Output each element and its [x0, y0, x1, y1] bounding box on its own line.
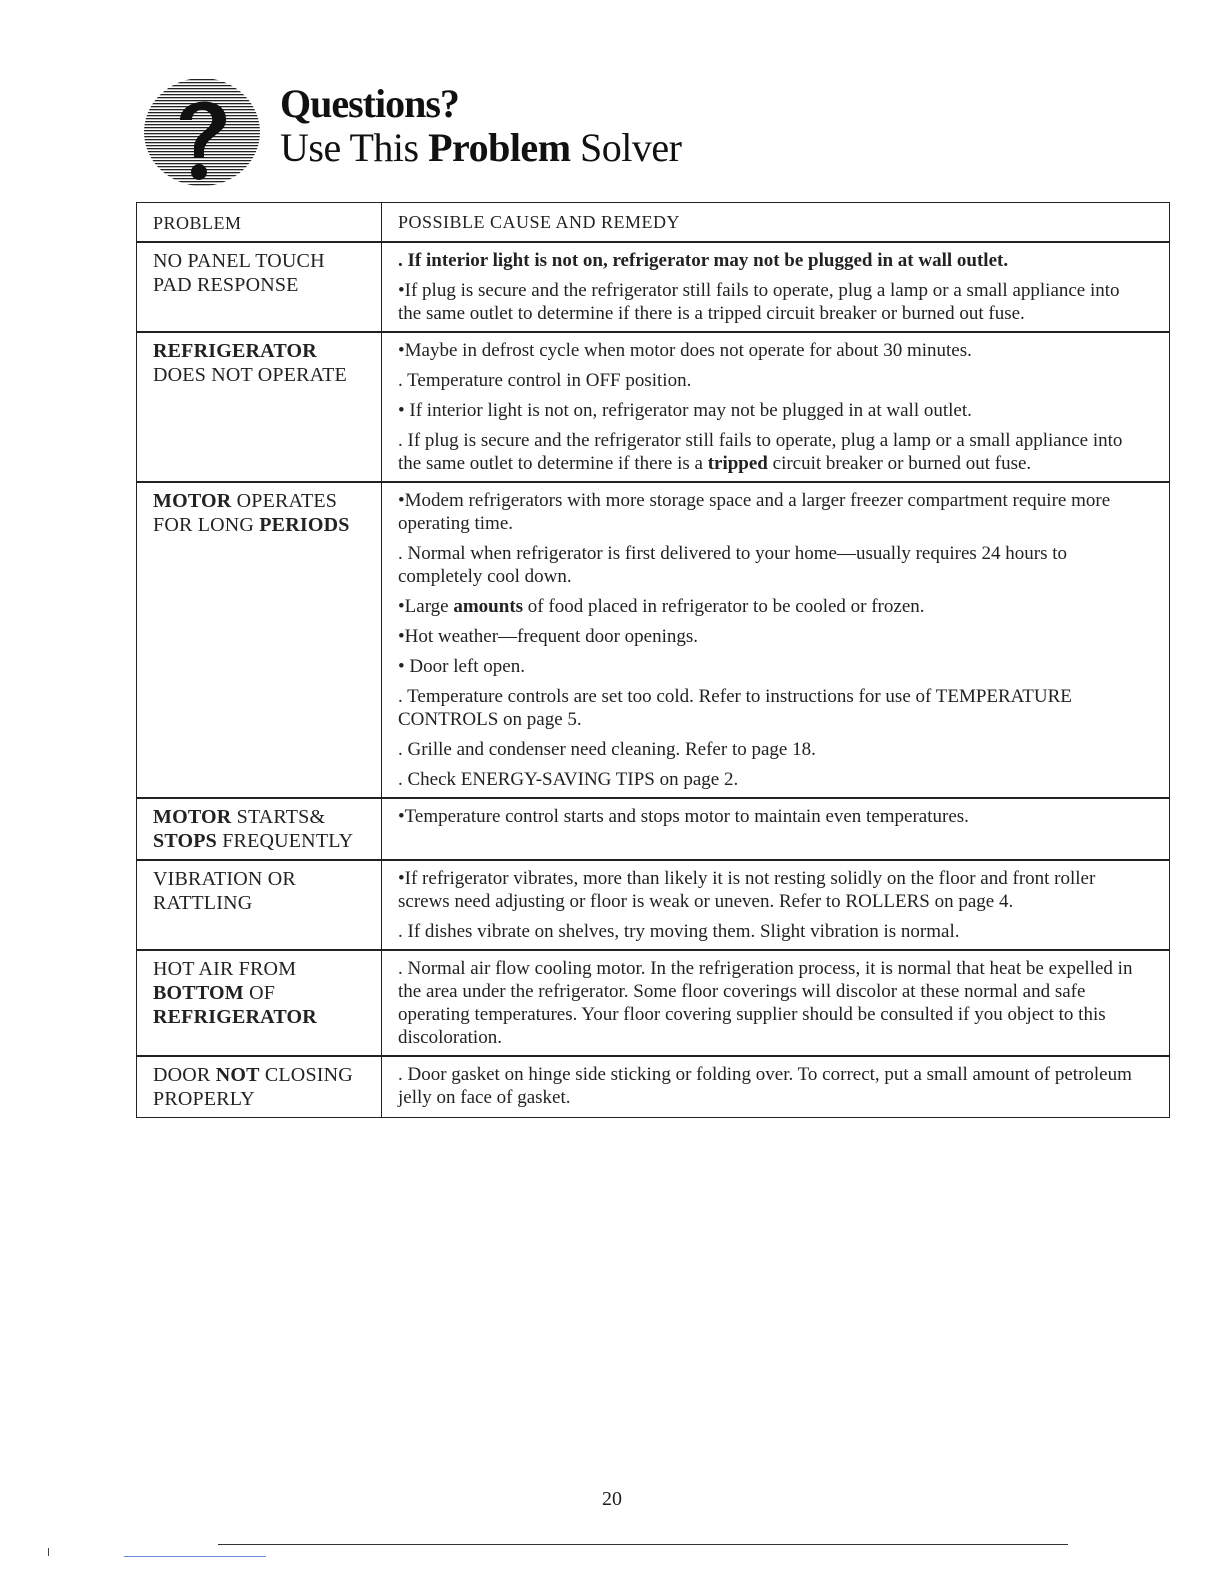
- remedy-cell: [382, 861, 1170, 949]
- problem-text: STARTS&: [236, 806, 326, 828]
- remedy-cell: [382, 799, 1170, 859]
- scan-mark: [48, 1548, 49, 1556]
- problem-cell: [136, 951, 382, 1055]
- problem-line: [153, 489, 381, 513]
- remedy-item: [398, 429, 1143, 475]
- title-solver: Solver: [580, 125, 682, 170]
- problem-line: NO PANEL TOUCH: [153, 250, 325, 272]
- remedy-text: circuit breaker or burned out fuse.: [772, 453, 1032, 474]
- problem-line: VIBRATION OR: [153, 868, 296, 890]
- problem-text: CLOSING: [264, 1064, 353, 1086]
- table-row: [136, 483, 1170, 799]
- remedy-item: . Normal air flow cooling motor. In the refrigeration process, it is normal that heat be expelled in the area under the refrigerator. Some floor coverings will discolor at these normal and safe operating temperatures. Your floor covering supplier should be consulted if you object to this discoloration.: [398, 958, 1133, 1048]
- problem-cell: [136, 483, 382, 797]
- problem-line: DOES NOT OPERATE: [153, 364, 347, 386]
- remedy-item: . Normal when refrigerator is first delivered to your home—usually requires 24 hours to completely cool down.: [398, 543, 1068, 587]
- table-row: [136, 951, 1170, 1057]
- problem-line: PAD RESPONSE: [153, 274, 299, 296]
- remedy-item: . Grille and condenser need cleaning. Refer to page 18.: [398, 739, 816, 760]
- remedy-item: . Door gasket on hinge side sticking or folding over. To correct, put a small amount of petroleum jelly on face of gasket.: [398, 1064, 1132, 1108]
- page-header: [140, 76, 740, 196]
- remedy-item: . Temperature controls are set too cold. Refer to instructions for use of TEMPERATURE CONTROLS on page 5.: [398, 686, 1072, 730]
- problem-line: HOT AIR FROM: [153, 958, 297, 980]
- problem-line: [153, 829, 381, 853]
- column-header-problem: PROBLEM: [136, 203, 382, 241]
- problem-text: DOOR: [153, 1064, 211, 1086]
- remedy-cell: [382, 483, 1170, 797]
- problem-emphasis: BOTTOM: [153, 982, 244, 1004]
- remedy-item: •Temperature control starts and stops motor to maintain even temperatures.: [398, 806, 969, 827]
- remedy-item: . If dishes vibrate on shelves, try moving them. Slight vibration is normal.: [398, 921, 960, 942]
- remedy-item: •Modem refrigerators with more storage space and a larger freezer compartment require more operating time.: [398, 490, 1111, 534]
- problem-line: REFRIGERATOR: [153, 340, 317, 362]
- remedy-cell: [382, 1057, 1170, 1117]
- remedy-cell: [382, 333, 1170, 481]
- remedy-cell: [382, 243, 1170, 331]
- problem-text: OPERATES: [236, 490, 338, 512]
- problem-line: [153, 513, 381, 537]
- problem-solver-table: [136, 202, 1170, 1118]
- problem-line: RATTLING: [153, 892, 253, 914]
- problem-emphasis: MOTOR: [153, 490, 232, 512]
- title-use-this: Use This: [280, 125, 419, 170]
- page-number: 20: [602, 1488, 622, 1510]
- table-row: [136, 861, 1170, 951]
- remedy-item: . Temperature control in OFF position.: [398, 370, 692, 391]
- table-row: [136, 1057, 1170, 1118]
- remedy-text: of food placed in refrigerator to be cooled or frozen.: [527, 596, 925, 617]
- remedy-item: • If interior light is not on, refrigerator may not be plugged in at wall outlet.: [398, 400, 972, 421]
- problem-line: PROPERLY: [153, 1088, 255, 1110]
- page-title: [280, 82, 681, 170]
- table-row: [136, 243, 1170, 333]
- column-header-remedy: POSSIBLE CAUSE AND REMEDY: [382, 203, 1170, 241]
- problem-emphasis: PERIODS: [259, 514, 350, 536]
- problem-text: FOR LONG: [153, 514, 255, 536]
- table-header-row: [136, 203, 1170, 243]
- remedy-cell: [382, 951, 1170, 1055]
- problem-cell: [136, 799, 382, 859]
- problem-text: FREQUENTLY: [222, 830, 354, 852]
- problem-cell: [136, 861, 382, 949]
- problem-line: [153, 981, 381, 1005]
- problem-line: [153, 1063, 381, 1087]
- remedy-text: . If plug is secure and the refrigerator still fails to operate, plug a lamp or a small appliance into the same outlet to determine if there is a: [398, 430, 1123, 474]
- problem-emphasis: STOPS: [153, 830, 217, 852]
- problem-cell: [136, 1057, 382, 1117]
- question-mark-icon: [140, 76, 262, 190]
- remedy-emphasis: tripped: [707, 453, 768, 474]
- problem-cell: [136, 243, 382, 331]
- remedy-item: •If plug is secure and the refrigerator still fails to operate, plug a lamp or a small appliance into the same outlet to determine if there is a tripped circuit breaker or burned out fuse.: [398, 280, 1120, 324]
- remedy-item: . Check ENERGY-SAVING TIPS on page 2.: [398, 769, 739, 790]
- problem-text: OF: [249, 982, 276, 1004]
- remedy-item: •Maybe in defrost cycle when motor does not operate for about 30 minutes.: [398, 340, 972, 361]
- remedy-item: • Door left open.: [398, 656, 525, 677]
- remedy-item: •Hot weather—frequent door openings.: [398, 626, 699, 647]
- table-row: [136, 799, 1170, 861]
- problem-line: [153, 805, 381, 829]
- title-line-1: Questions?: [280, 81, 459, 126]
- remedy-item: [398, 595, 1143, 618]
- remedy-text: •Large: [398, 596, 449, 617]
- problem-emphasis: MOTOR: [153, 806, 232, 828]
- remedy-item: •If refrigerator vibrates, more than likely it is not resting solidly on the floor and front roller screws need adjusting or floor is weak or uneven. Refer to ROLLERS on page 4.: [398, 868, 1096, 912]
- title-line-2: [280, 126, 681, 170]
- footer-rule-accent: [124, 1556, 266, 1557]
- title-problem: Problem: [428, 125, 571, 170]
- footer-rule: [218, 1544, 1068, 1545]
- table-row: [136, 333, 1170, 483]
- problem-emphasis: NOT: [215, 1064, 260, 1086]
- problem-cell: [136, 333, 382, 481]
- remedy-emphasis: amounts: [453, 596, 524, 617]
- problem-line: REFRIGERATOR: [153, 1006, 317, 1028]
- remedy-item: . If interior light is not on, refrigerator may not be plugged in at wall outlet.: [398, 250, 1009, 271]
